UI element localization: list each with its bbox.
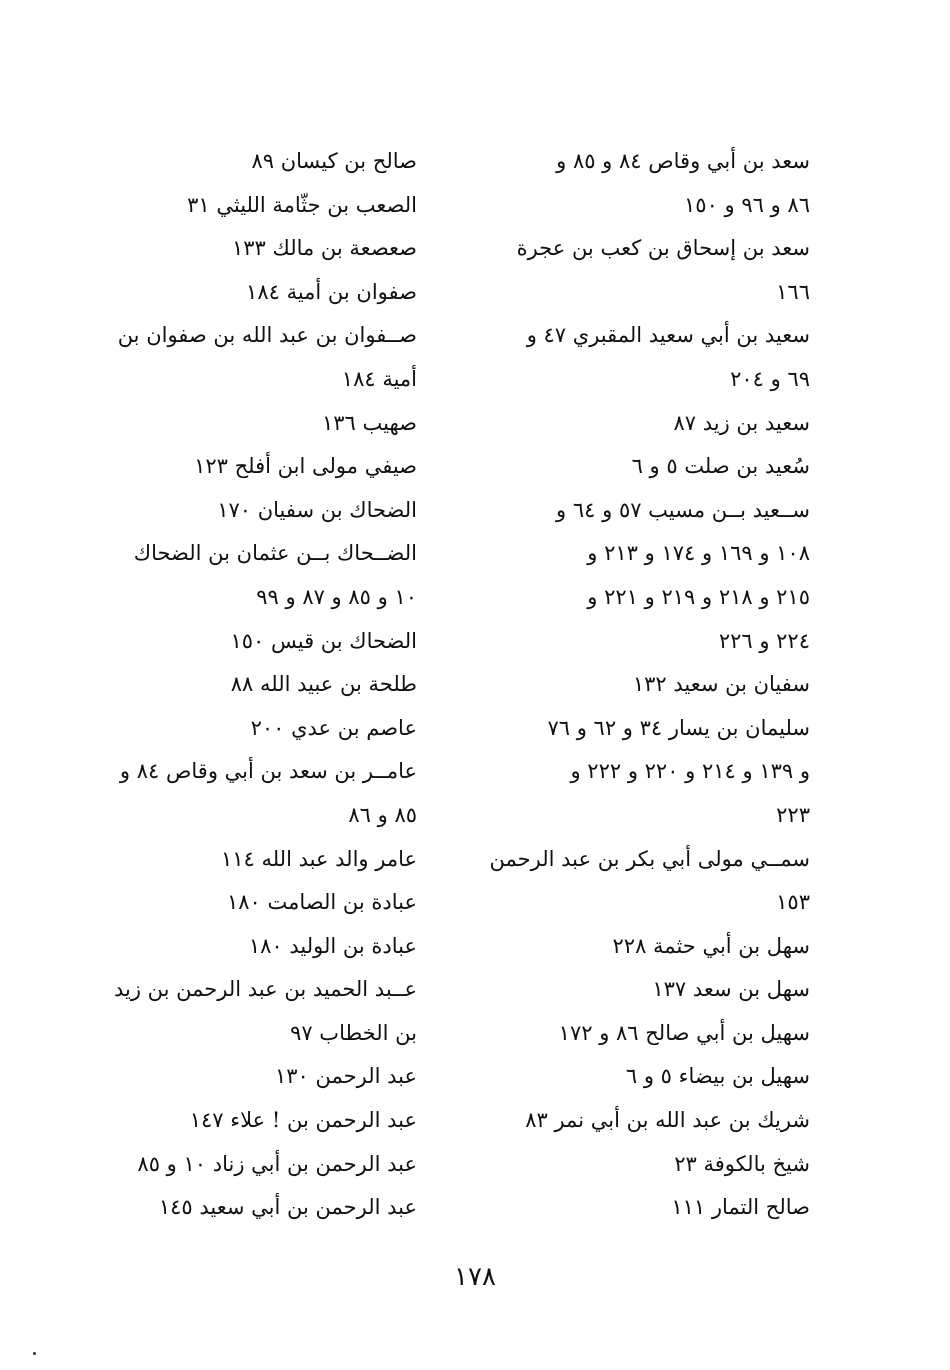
index-entry: طلحة بن عبيد الله ٨٨	[230, 672, 417, 697]
index-entry: ٢٢٣	[776, 802, 810, 827]
index-entry: سليمان بن يسار ٣٤ و ٦٢ و ٧٦	[547, 715, 810, 740]
index-column-left	[113, 140, 417, 1230]
index-entry: سعد بن إسحاق بن كعب بن عجرة	[516, 236, 810, 261]
index-entry: عامر والد عبد الله ١١٤	[220, 846, 417, 871]
index-entry: ســعيد بــن مسيب ٥٧ و ٦٤ و	[556, 497, 810, 522]
scan-speck	[33, 1352, 36, 1355]
index-entry: عبادة بن الوليد ١٨٠	[248, 933, 417, 958]
index-entry: صفوان بن أمية ١٨٤	[246, 279, 417, 304]
page-number: ١٧٨	[454, 1262, 496, 1292]
index-entry: سهيل بن أبي صالح ٨٦ و ١٧٢	[558, 1020, 810, 1045]
index-entry: ٢١٥ و ٢١٨ و ٢١٩ و ٢٢١ و	[587, 584, 810, 609]
index-entry: عبد الرحمن ١٣٠	[274, 1064, 417, 1089]
index-entry: عبد الرحمن بن أبي زناد ١٠ و ٨٥	[137, 1151, 417, 1176]
index-entry: عبادة بن الصامت ١٨٠	[226, 890, 417, 915]
index-entry: سهيل بن بيضاء ٥ و ٦	[625, 1064, 810, 1089]
index-entry: عــبد الحميد بن عبد الرحمن بن زيد	[113, 977, 417, 1002]
index-entry: الصعب بن جثّامة الليثي ٣١	[187, 192, 417, 217]
index-entry: شيخ بالكوفة ٢٣	[674, 1151, 810, 1176]
index-entry: ٦٩ و ٢٠٤	[730, 366, 810, 391]
index-entry: ٢٢٤ و ٢٢٦	[718, 628, 810, 653]
index-entry: عبد الرحمن بن ! علاء ١٤٧	[189, 1108, 417, 1133]
index-entry: ١٠ و ٨٥ و ٨٧ و ٩٩	[256, 584, 417, 609]
index-entry: أمية ١٨٤	[341, 366, 417, 391]
index-entry: صهيب ١٣٦	[322, 410, 417, 435]
index-entry: صيفي مولى ابن أفلح ١٢٣	[194, 454, 417, 479]
index-entry: الضــحاك بــن عثمان بن الضحاك	[133, 541, 417, 566]
index-column-right	[489, 140, 810, 1230]
index-entry: سهل بن أبي حثمة ٢٢٨	[612, 933, 810, 958]
index-entry: الضحاك بن سفيان ١٧٠	[217, 497, 417, 522]
index-entry: عامــر بن سعد بن أبي وقاص ٨٤ و	[119, 759, 417, 784]
index-entry: صعصعة بن مالك ١٣٣	[231, 236, 417, 261]
index-entry: ١٦٦	[776, 279, 810, 304]
index-entry: ٨٥ و ٨٦	[348, 802, 417, 827]
index-entry: صالح بن كيسان ٨٩	[251, 149, 417, 173]
index-entry: صــفوان بن عبد الله بن صفوان بن	[117, 323, 417, 348]
index-entry: عبد الرحمن بن أبي سعيد ١٤٥	[158, 1195, 417, 1220]
index-entry: سمــي مولى أبي بكر بن عبد الرحمن	[489, 846, 810, 871]
index-entry: ١٥٣	[776, 890, 810, 915]
index-entry: و ١٣٩ و ٢١٤ و ٢٢٠ و ٢٢٢ و	[570, 759, 810, 784]
index-entry: سعيد بن أبي سعيد المقبري ٤٧ و	[526, 323, 810, 348]
index-entry: سُعيد بن صلت ٥ و ٦	[631, 454, 810, 479]
index-entry: بن الخطاب ٩٧	[290, 1020, 417, 1045]
index-entry: سهل بن سعد ١٣٧	[652, 977, 810, 1002]
index-entry: صالح التمار ١١١	[671, 1195, 810, 1220]
index-entry: سفيان بن سعيد ١٣٢	[632, 672, 810, 697]
index-entry: شريك بن عبد الله بن أبي نمر ٨٣	[525, 1108, 810, 1133]
index-entry: سعد بن أبي وقاص ٨٤ و ٨٥ و	[556, 149, 810, 173]
index-entry: الضحاك بن قيس ١٥٠	[230, 628, 417, 653]
index-entry: عاصم بن عدي ٢٠٠	[250, 715, 417, 740]
index-entry: ١٠٨ و ١٦٩ و ١٧٤ و ٢١٣ و	[587, 541, 810, 566]
index-entry: ٨٦ و ٩٦ و ١٥٠	[684, 192, 810, 217]
index-entry: سعيد بن زيد ٨٧	[673, 410, 810, 435]
